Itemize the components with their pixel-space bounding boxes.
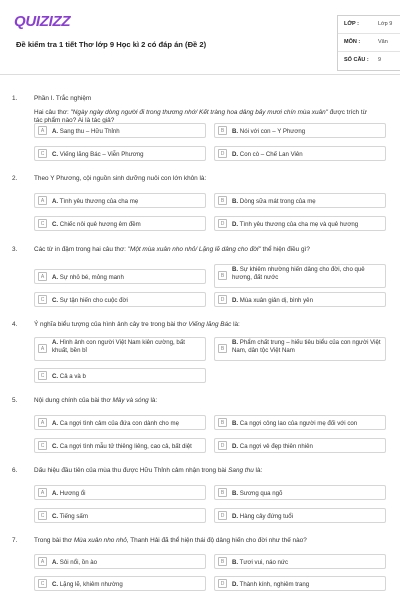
option-text: C. Tiếng sấm (52, 512, 88, 520)
worksheet-header (10, 8, 393, 68)
prompt-text: , Thanh Hải đã thể hiện thái độ dâng hiến cho đời như thế nào? (126, 537, 307, 544)
question-section-label: Phần I. Trắc nghiệm (34, 95, 92, 102)
prompt-quote: Mây và sóng (112, 397, 149, 404)
option-text: A. Sự nhỏ bé, mỏng manh (52, 273, 124, 281)
option-a[interactable] (34, 193, 206, 208)
prompt-text: Ý nghĩa biểu tượng của hình ảnh cây tre trong bài thơ (34, 321, 189, 328)
question-number: 3. (12, 246, 18, 253)
prompt-text: là: (148, 397, 158, 404)
option-c[interactable] (34, 146, 206, 161)
option-text: A. Hình ảnh con người Việt Nam kiên cường, bất khuất, bền bỉ (52, 339, 185, 354)
option-text: D. Thành kính, nghiêm trang (232, 580, 310, 588)
option-letter-box: A (38, 344, 47, 353)
prompt-quote: Sang thu (228, 467, 254, 474)
option-text: A. Sôi nổi, ồn ào (52, 558, 98, 566)
option-letter-box: D (218, 511, 227, 520)
question-text (34, 397, 374, 406)
option-d[interactable] (214, 292, 386, 307)
prompt-text: là: (253, 467, 263, 474)
option-d[interactable] (214, 216, 386, 231)
prompt-quote: Mùa xuân nho nhỏ (73, 537, 127, 544)
option-letter-box: C (38, 371, 47, 380)
question-number: 1. (12, 95, 18, 102)
question-text: Theo Y Phương, cội nguồn sinh dưỡng nuôi con lớn khôn là: (34, 175, 207, 182)
option-c[interactable] (34, 216, 206, 231)
option-letter-box: C (38, 511, 47, 520)
option-b[interactable] (214, 485, 386, 500)
option-d[interactable] (214, 146, 386, 161)
meta-value: Văn (378, 39, 388, 45)
option-c[interactable] (34, 368, 206, 383)
option-letter-box: B (218, 557, 227, 566)
option-a[interactable] (34, 485, 206, 500)
option-letter-box: B (218, 488, 227, 497)
prompt-text: được trích từ tác phẩm nào? Ai là tác giả? (34, 108, 367, 124)
option-c[interactable] (34, 292, 206, 307)
option-letter-box: D (218, 441, 227, 450)
meta-row-grade (338, 16, 400, 34)
option-letter-box: B (218, 418, 227, 427)
question-number: 5. (12, 397, 18, 404)
question-text (34, 467, 374, 476)
option-c[interactable] (34, 508, 206, 523)
meta-value: Lớp 9 (378, 21, 393, 27)
option-letter-box: A (38, 196, 47, 205)
option-b[interactable] (214, 264, 386, 288)
option-letter-box: A (38, 557, 47, 566)
question-text (34, 321, 374, 330)
option-a[interactable] (34, 337, 206, 361)
question-text (34, 95, 374, 126)
option-text: A. Hương ổi (52, 489, 86, 497)
meta-row-count (338, 52, 400, 69)
option-text: B. Sự khiêm nhường hiến dâng cho đời, cho quê hương, đất nước (232, 266, 365, 281)
option-letter-box: D (218, 149, 227, 158)
meta-row-subject (338, 34, 400, 52)
option-text: C. Viếng lăng Bác – Viễn Phương (52, 150, 144, 158)
option-letter-box: B (218, 126, 227, 135)
option-text: B. Tươi vui, náo nức (232, 558, 289, 566)
prompt-text: Trong bài thơ (34, 537, 74, 544)
option-text: B. Nói với con – Y Phương (232, 127, 306, 135)
option-text: B. Dòng sữa mát trong của mẹ (232, 197, 316, 205)
option-b[interactable] (214, 123, 386, 138)
option-text: C. Lặng lẽ, khiêm nhường (52, 580, 123, 588)
prompt-text: Hai câu thơ: (34, 108, 71, 116)
question-number: 2. (12, 175, 18, 182)
option-letter-box: D (218, 219, 227, 228)
question-number: 4. (12, 321, 18, 328)
prompt-quote: Viếng lăng Bác (188, 321, 232, 328)
option-text: B. Ca ngợi công lao của người mẹ đối với con (232, 419, 358, 427)
option-letter-box: A (38, 126, 47, 135)
option-b[interactable] (214, 337, 386, 361)
prompt-text: Nội dung chính của bài thơ (34, 397, 113, 404)
header-divider (0, 74, 400, 75)
option-text: D. Ca ngợi vẻ đẹp thiên nhiên (232, 442, 313, 450)
option-letter-box: A (38, 418, 47, 427)
option-text: C. Ca ngợi tình mẫu tử thiêng liêng, cao cả, bất diệt (52, 442, 192, 450)
option-letter-box: D (218, 579, 227, 588)
option-b[interactable] (214, 554, 386, 569)
option-text: B. Phẩm chất trung – hiếu tiêu biểu của con người Việt Nam, dân tộc Việt Nam (232, 339, 381, 354)
option-b[interactable] (214, 415, 386, 430)
option-text: D. Mùa xuân giản dị, bình yên (232, 296, 313, 304)
option-d[interactable] (214, 508, 386, 523)
option-letter-box: A (38, 488, 47, 497)
option-letter-box: C (38, 441, 47, 450)
meta-box (337, 15, 400, 71)
prompt-text: là: (231, 321, 240, 328)
meta-key: SỐ CÂU : (344, 57, 369, 63)
option-c[interactable] (34, 438, 206, 453)
option-text: B. Sương qua ngõ (232, 489, 283, 497)
option-a[interactable] (34, 123, 206, 138)
option-text: A. Tình yêu thương của cha mẹ (52, 197, 139, 205)
option-text: D. Con cò – Chế Lan Viên (232, 150, 303, 158)
meta-key: LỚP : (344, 21, 359, 27)
option-letter-box: C (38, 219, 47, 228)
option-text: D. Tình yêu thương của cha mẹ và quê hương (232, 220, 359, 228)
option-letter-box: B (218, 344, 227, 353)
option-a[interactable] (34, 415, 206, 430)
prompt-quote: "Một mùa xuân nho nhỏ/ Lặng lẽ dâng cho đời" (127, 246, 261, 253)
option-text: C. Cả a và b (52, 372, 86, 380)
option-letter-box: C (38, 149, 47, 158)
option-letter-box: B (218, 271, 227, 280)
option-text: C. Sự tận hiến cho cuộc đời (52, 296, 128, 304)
question-number: 6. (12, 467, 18, 474)
meta-value: 9 (378, 57, 382, 63)
option-a[interactable] (34, 269, 206, 284)
option-d[interactable] (214, 576, 386, 591)
option-text: C. Chiếc nôi quê hương êm đềm (52, 220, 141, 228)
option-text: D. Hàng cây đứng tuổi (232, 512, 293, 520)
option-letter-box: A (38, 272, 47, 281)
option-letter-box: D (218, 295, 227, 304)
option-d[interactable] (214, 438, 386, 453)
worksheet-title: Đề kiểm tra 1 tiết Thơ lớp 9 Học kì 2 có đáp án (Đề 2) (16, 40, 207, 49)
prompt-text: Các từ in đậm trong hai câu thơ: (34, 246, 128, 253)
option-letter-box: B (218, 196, 227, 205)
prompt-quote: "Ngày ngày dòng người đi trong thương nhớ/ Kết tràng hoa dâng bảy mươi chín mùa xuân" (70, 108, 328, 116)
meta-key: MÔN : (344, 39, 361, 45)
question-number: 7. (12, 537, 18, 544)
question-text (34, 537, 374, 546)
option-letter-box: C (38, 579, 47, 588)
option-a[interactable] (34, 554, 206, 569)
option-c[interactable] (34, 576, 206, 591)
prompt-text: Dấu hiệu đầu tiên của mùa thu được Hữu Thỉnh cảm nhận trong bài (34, 467, 229, 474)
option-text: A. Ca ngợi tình cảm của đứa con dành cho mẹ (52, 419, 179, 427)
prompt-text: thể hiện điều gì? (260, 246, 310, 253)
option-b[interactable] (214, 193, 386, 208)
quizizz-logo: QUIZIZZ (14, 13, 71, 30)
option-letter-box: C (38, 295, 47, 304)
question-text (34, 246, 374, 255)
option-text: A. Sang thu – Hữu Thỉnh (52, 127, 120, 135)
